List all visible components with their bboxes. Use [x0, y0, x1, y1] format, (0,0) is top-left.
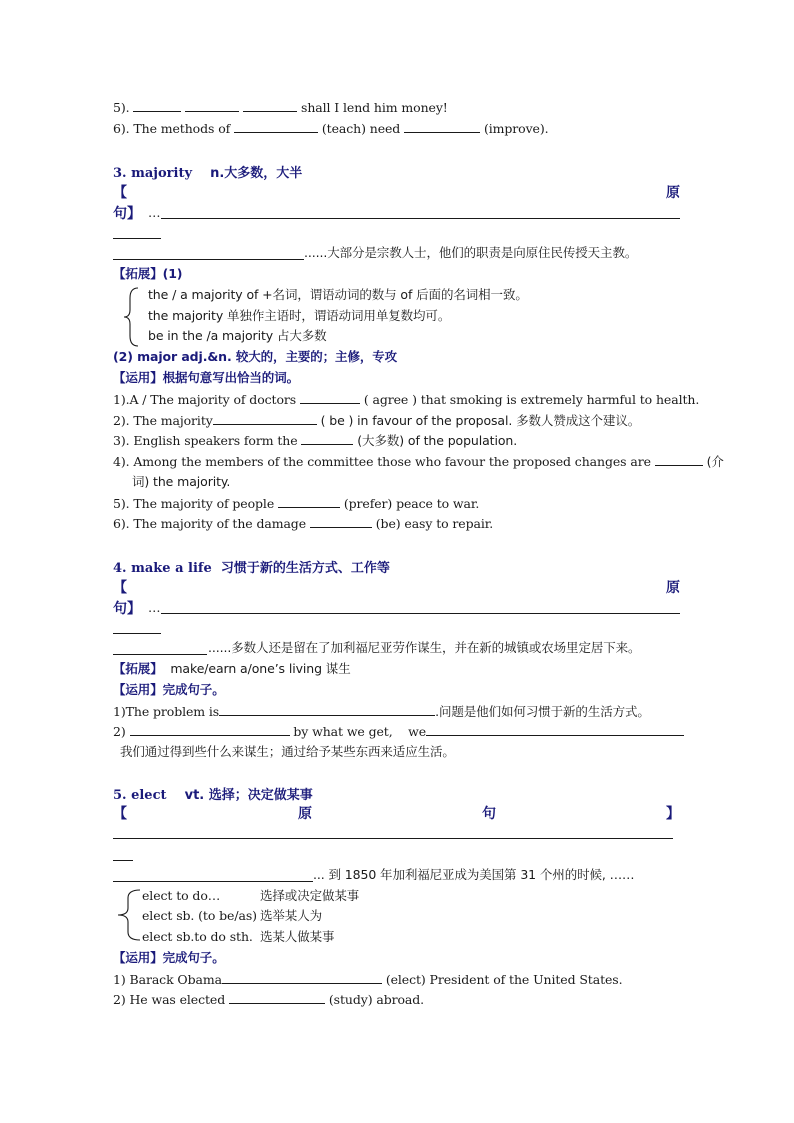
answer-line[interactable]: [113, 259, 304, 260]
sentence-label: 句: [482, 806, 496, 822]
q3-2: 2). The majority ( be ) in favour of the proposal. 多数人赞成这个建议。: [113, 413, 641, 428]
answer-line[interactable]: [113, 838, 673, 839]
q5-1: 1) Barack Obama (elect) President of the United States.: [113, 972, 623, 987]
answer-blank[interactable]: [234, 120, 318, 133]
translation-text: ......大部分是宗教人士，他们的职责是向原住民传授天主教。: [304, 245, 638, 260]
answer-blank[interactable]: [185, 99, 239, 112]
original-bracket-close: 】: [666, 806, 680, 822]
extension-label: 【拓展】(1): [113, 266, 183, 281]
answer-blank[interactable]: [310, 515, 372, 528]
answer-blank[interactable]: [133, 99, 181, 112]
q3-6: 6). The majority of the damage (be) easy to repair.: [113, 516, 494, 531]
answer-blank[interactable]: [404, 120, 480, 133]
answer-line[interactable]: [113, 654, 207, 655]
extension-major: (2) major adj.&n. 较大的，主要的；主修，专攻: [113, 349, 398, 364]
original-bracket: 【: [113, 185, 127, 201]
answer-blank[interactable]: [301, 432, 353, 445]
answer-blank[interactable]: [278, 495, 340, 508]
answer-blank[interactable]: [130, 723, 290, 736]
answer-blank[interactable]: [243, 99, 297, 112]
section-5-heading: 5. elect vt. 选择；决定做某事: [113, 788, 313, 803]
answer-blank[interactable]: [229, 991, 325, 1004]
q5-2: 2) He was elected (study) abroad.: [113, 992, 425, 1007]
sentence-label: 句】: [113, 601, 141, 617]
q3-5: 5). The majority of people (prefer) peace to war.: [113, 496, 480, 511]
translation-text: ......多数人还是留在了加利福尼亚劳作谋生，并在新的城镇或农场里定居下来。: [208, 640, 641, 655]
translation-text: ... 到 1850 年加利福尼亚成为美国第 31 个州的时候, ……: [313, 867, 635, 882]
s4-extension: 【拓展】 make/earn a/one’s living 谋生: [113, 661, 351, 676]
answer-blank[interactable]: [426, 723, 684, 736]
original-label: 原: [298, 806, 312, 822]
section-4-heading: 4. make a life 习惯于新的生活方式、工作等: [113, 561, 390, 576]
exercise-line-6: 6). The methods of (teach) need (improve).: [113, 121, 549, 136]
brace-icon: [116, 888, 142, 942]
answer-line[interactable]: [161, 613, 680, 614]
original-bracket: 【: [113, 806, 127, 822]
exercise-line-5: 5). shall I lend him money!: [113, 100, 448, 115]
answer-blank[interactable]: [655, 453, 703, 466]
use-label: 【运用】根据句意写出恰当的词。: [113, 370, 300, 385]
q3-4: 4). Among the members of the committee those who favour the proposed changes are (介: [113, 454, 724, 469]
original-label: 原: [666, 580, 680, 596]
use-label: 【运用】完成句子。: [113, 950, 225, 965]
q3-3: 3). English speakers form the (大多数) of the population.: [113, 433, 518, 448]
answer-blank[interactable]: [222, 971, 382, 984]
use-label: 【运用】完成句子。: [113, 682, 225, 697]
q4-2: 2) by what we get, we: [113, 723, 684, 740]
answer-line[interactable]: [161, 218, 680, 219]
q3-1: 1).A / The majority of doctors ( agree ) that smoking is extremely harmful to health.: [113, 392, 700, 407]
sentence-label: 句】: [113, 206, 141, 222]
section-3-heading: 3. majority n.大多数，大半: [113, 166, 303, 181]
original-label: 原: [666, 185, 680, 201]
answer-blank[interactable]: [219, 703, 435, 716]
answer-line[interactable]: [113, 860, 133, 861]
answer-line[interactable]: [113, 881, 313, 882]
original-bracket: 【: [113, 580, 127, 596]
answer-line[interactable]: [113, 238, 161, 239]
answer-blank[interactable]: [300, 391, 360, 404]
answer-blank[interactable]: [213, 412, 317, 425]
q4-1: 1)The problem is .问题是他们如何习惯于新的生活方式。: [113, 704, 650, 719]
answer-line[interactable]: [113, 633, 161, 634]
brace-icon: [122, 286, 140, 348]
